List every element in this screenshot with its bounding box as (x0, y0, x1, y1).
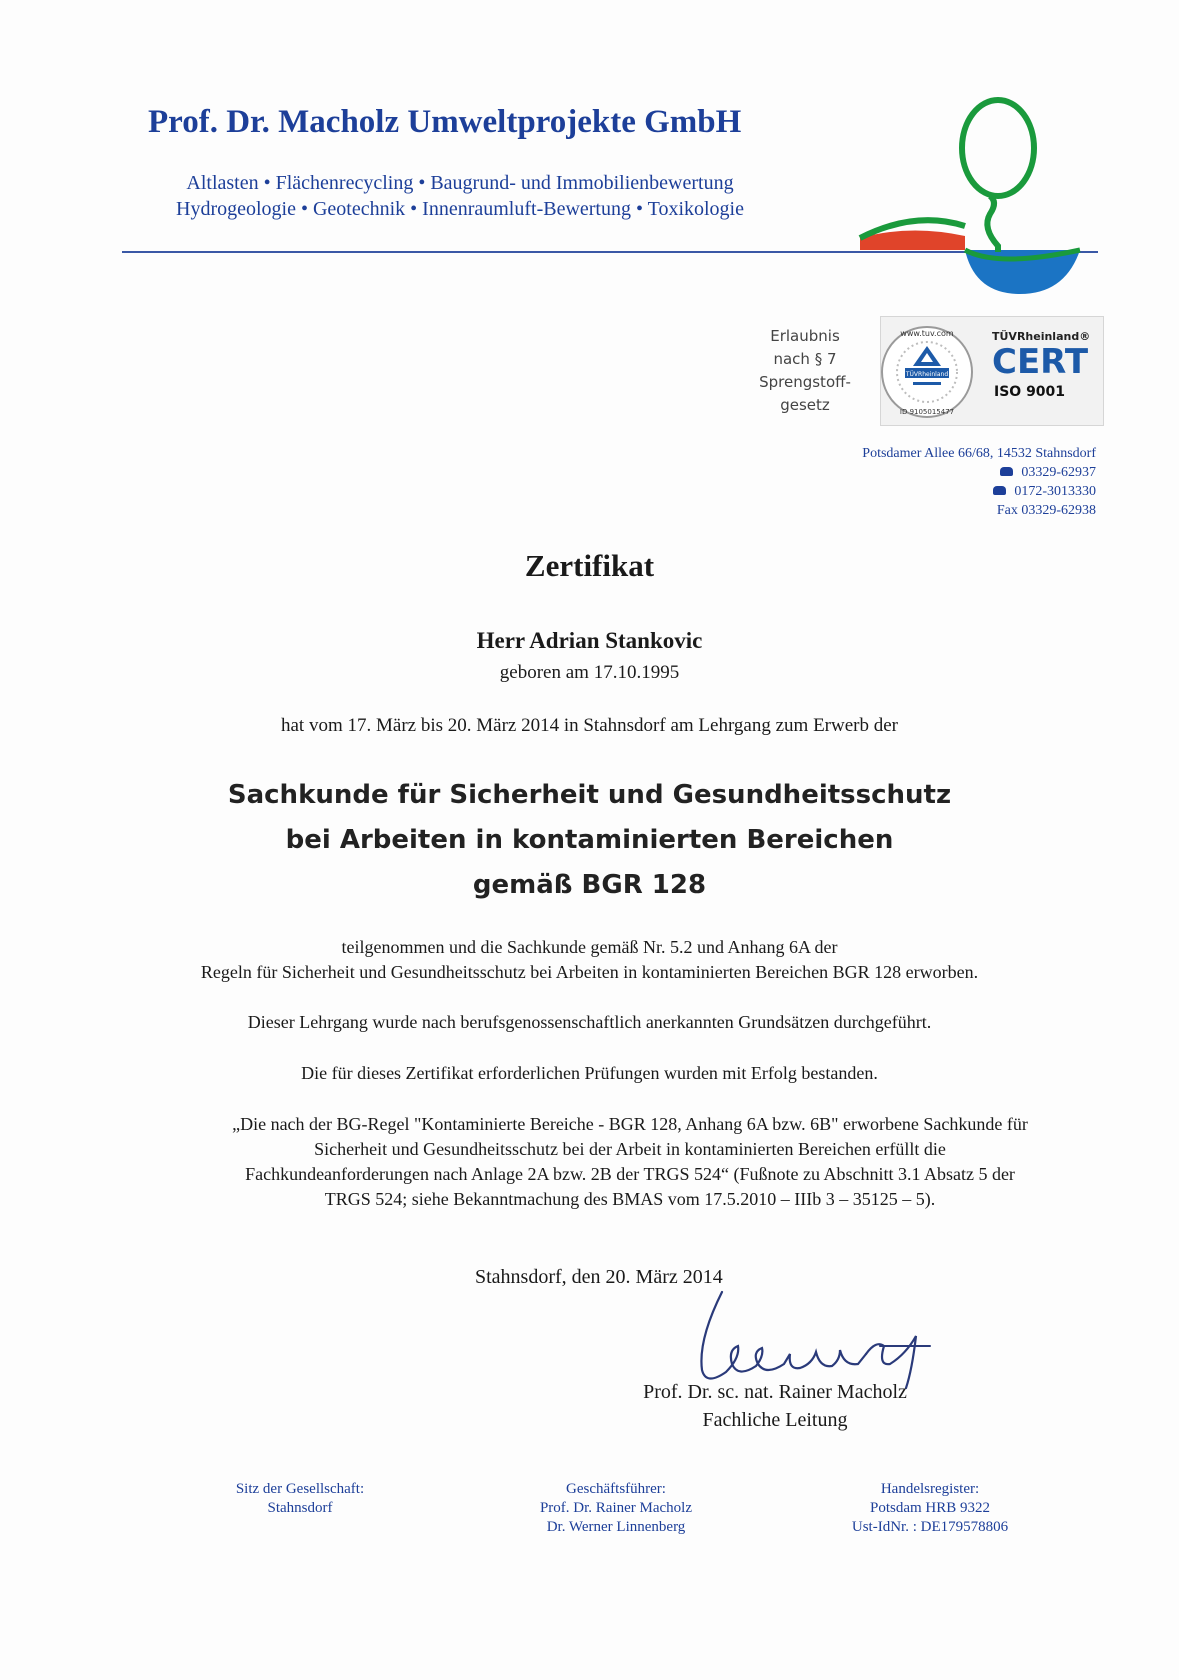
recipient-name: Herr Adrian Stankovic (476, 628, 703, 653)
footer-mgmt-2: Dr. Werner Linnenberg (546, 1519, 686, 1535)
subject-line-1: Sachkunde für Sicherheit und Gesundheitsschutz (227, 780, 952, 810)
recipient-birthdate: geboren am 17.10.1995 (499, 662, 680, 683)
subject-line-2: bei Arbeiten in kontaminierten Bereichen (285, 825, 894, 855)
contact-address: Potsdamer Allee 66/68, 14532 Stahnsdorf (862, 446, 1096, 461)
footer-mgmt-label: Geschäftsführer: (566, 1481, 666, 1497)
legal-quote (135, 1112, 1125, 1212)
certificate-title: Zertifikat (524, 548, 655, 583)
logo-green-stem (987, 196, 998, 252)
signer-name: Prof. Dr. sc. nat. Rainer Macholz (643, 1381, 907, 1403)
phone-icon (993, 486, 1006, 495)
subject-line-3: gemäß BGR 128 (472, 870, 707, 900)
quote-line-3: Fachkundeanforderungen nach Anlage 2A bzw. 2B der TRGS 524“ (Fußnote zu Abschnitt 3.1 Absatz 5 der (245, 1164, 1015, 1184)
quote-line-1: „Die nach der BG-Regel "Kontaminierte Bereiche - BGR 128, Anhang 6A bzw. 6B" erworbene Sachkunde für (232, 1114, 1028, 1134)
footer-mgmt-1: Prof. Dr. Rainer Macholz (539, 1500, 693, 1516)
company-tagline-line1: Altlasten • Flächenrecycling • Baugrund- und Immobilienbewertung (186, 172, 734, 194)
phone-1-number: 03329-62937 (1021, 465, 1096, 480)
footer-reg-1: Potsdam HRB 9322 (869, 1500, 990, 1516)
svg-text:ID 9105015477: ID 9105015477 (899, 408, 955, 416)
place-date: Stahnsdorf, den 20. März 2014 (475, 1266, 723, 1288)
contact-fax: Fax 03329-62938 (996, 503, 1096, 518)
course-intro: hat vom 17. März bis 20. März 2014 in Stahnsdorf am Lehrgang zum Erwerb der (281, 715, 898, 736)
paragraph-3: Die für dieses Zertifikat erforderlichen Prüfungen wurden mit Erfolg bestanden. (301, 1063, 878, 1083)
permit-note (740, 325, 870, 417)
course-subject (0, 773, 1179, 908)
logo-green-head (962, 100, 1034, 196)
signer-role: Fachliche Leitung (702, 1409, 848, 1431)
signer-block (545, 1378, 1005, 1434)
tuv-cert-label: CERT (992, 342, 1089, 382)
quote-line-4: TRGS 524; siehe Bekanntmachung des BMAS vom 17.5.2010 – IIIb 3 – 35125 – 5). (324, 1189, 936, 1209)
quote-line-2: Sicherheit und Gesundheitsschutz bei der Arbeit in kontaminierten Bereichen erfüllt die (314, 1139, 946, 1159)
svg-text:www.tuv.com: www.tuv.com (900, 329, 954, 338)
contact-block (780, 444, 1096, 520)
footer-management (466, 1480, 766, 1537)
footer-reg-label: Handelsregister: (880, 1481, 980, 1497)
company-tagline-line2: Hydrogeologie • Geotechnik • Innenraumluft-Bewertung • Toxikologie (176, 198, 744, 220)
contact-phone-1 (780, 463, 1096, 482)
contact-phone-2 (780, 482, 1096, 501)
company-logo-icon (840, 96, 1100, 296)
paragraph-1 (0, 935, 1179, 985)
permit-line: Sprengstoff- (759, 373, 851, 391)
tuv-seal-icon (877, 322, 977, 422)
permit-line: gesetz (780, 396, 830, 414)
footer-seat-label: Sitz der Gesellschaft: (235, 1481, 365, 1497)
tuv-brand: TÜVRheinland® (992, 330, 1091, 343)
paragraph-1-line-1: teilgenommen und die Sachkunde gemäß Nr. 5.2 und Anhang 6A der (341, 937, 838, 957)
tuv-iso-label: ISO 9001 (994, 384, 1066, 400)
phone-2-number: 0172-3013330 (1014, 484, 1096, 499)
footer-seat (150, 1480, 450, 1518)
permit-line: nach § 7 (773, 350, 837, 368)
svg-text:TÜVRheinland: TÜVRheinland (905, 371, 949, 378)
paragraph-1-line-2: Regeln für Sicherheit und Gesundheitsschutz bei Arbeiten in kontaminierten Bereichen BGR 128 erworben. (200, 962, 979, 982)
paragraph-2: Dieser Lehrgang wurde nach berufsgenossenschaftlich anerkannten Grundsätzen durchgeführt. (247, 1012, 932, 1032)
footer-register (780, 1480, 1080, 1537)
footer-reg-2: Ust-IdNr. : DE179578806 (851, 1519, 1009, 1535)
phone-icon (1000, 467, 1013, 476)
footer-seat-value: Stahnsdorf (267, 1500, 333, 1516)
permit-line: Erlaubnis (770, 327, 840, 345)
company-name: Prof. Dr. Macholz Umweltprojekte GmbH (148, 104, 742, 140)
